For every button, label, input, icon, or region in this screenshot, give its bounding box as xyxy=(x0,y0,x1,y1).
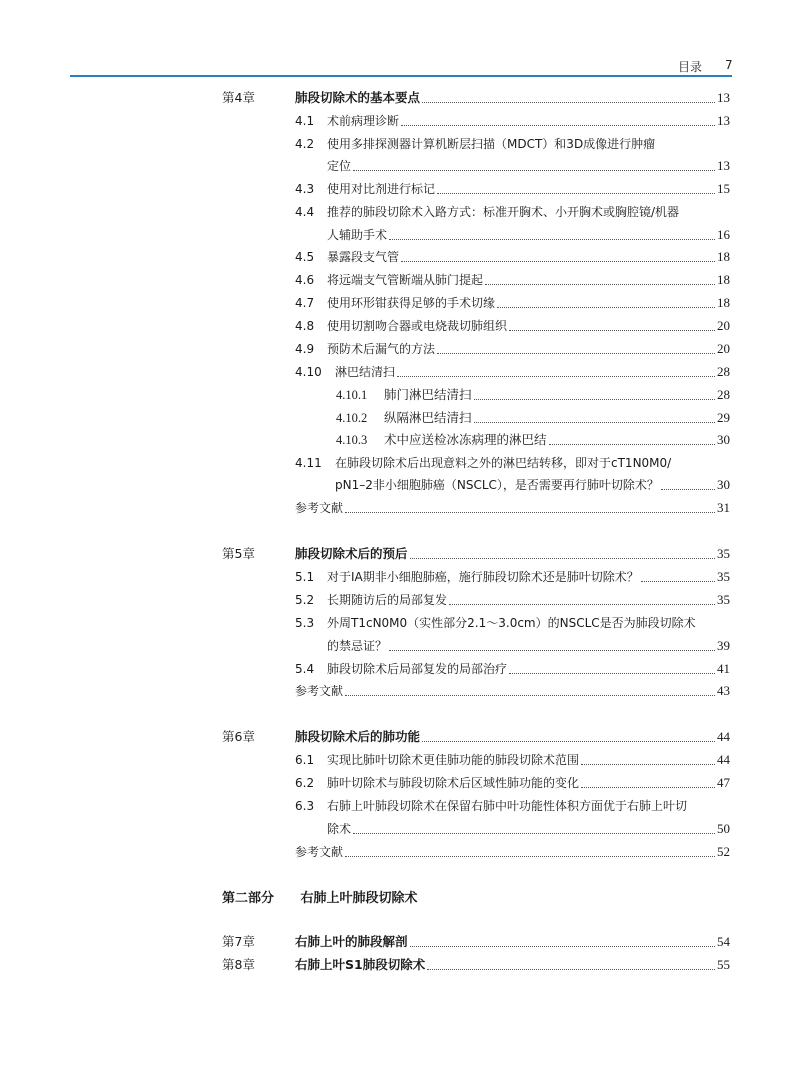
section-number: 4.5 xyxy=(295,250,315,264)
chapter-number: 第6章 xyxy=(222,729,255,744)
page-number: 41 xyxy=(717,661,730,676)
toc-section-6-2[interactable] xyxy=(295,772,730,794)
leader-dots xyxy=(661,489,715,490)
references-title: 参考文献 xyxy=(295,501,344,515)
chapter-title: 右肺上叶的肺段解剖 xyxy=(295,934,408,949)
page-number: 13 xyxy=(717,158,730,173)
section-title: 将远端支气管断端从肺门提起 xyxy=(327,273,484,287)
toc-section-6-3-cont[interactable] xyxy=(327,818,730,840)
toc-section-5-1[interactable] xyxy=(295,566,730,588)
section-number: 5.4 xyxy=(295,662,315,676)
page-number: 20 xyxy=(717,341,730,356)
page-number: 52 xyxy=(717,844,730,859)
section-number: 6.3 xyxy=(295,799,315,813)
leader-dots xyxy=(389,650,715,651)
leader-dots xyxy=(422,102,715,103)
section-title-continued: pN1–2非小细胞肺癌（NSCLC），是否需要再行肺叶切除术？ xyxy=(335,478,659,492)
section-number: 4.6 xyxy=(295,273,315,287)
section-title-continued: 的禁忌证？ xyxy=(327,639,388,653)
section-title: 肺段切除术后局部复发的局部治疗 xyxy=(327,662,508,676)
section-title: 对于ⅠA期非小细胞肺癌，施行肺段切除术还是肺叶切除术？ xyxy=(327,570,639,584)
header-rule xyxy=(70,75,732,77)
toc-section-4-5[interactable] xyxy=(295,246,730,268)
page-number: 54 xyxy=(717,934,730,949)
section-title: 预防术后漏气的方法 xyxy=(327,342,436,356)
chapter-title: 肺段切除术的基本要点 xyxy=(295,90,421,105)
section-title: 在肺段切除术后出现意料之外的淋巴结转移，即对于cT1N0M0/ xyxy=(335,456,672,470)
page-number: 18 xyxy=(717,249,730,264)
leader-dots xyxy=(485,284,715,285)
leader-dots xyxy=(397,376,715,377)
toc-section-5-4[interactable] xyxy=(295,658,730,680)
toc-section-4-2-cont[interactable] xyxy=(327,155,730,177)
section-title: 使用环形钳获得足够的手术切缘 xyxy=(327,296,496,310)
section-title: 长期随访后的局部复发 xyxy=(327,593,448,607)
page-number: 16 xyxy=(717,227,730,242)
toc-section-4-11-cont[interactable] xyxy=(335,474,730,496)
section-title: 术前病理诊断 xyxy=(327,114,400,128)
toc-section-6-3[interactable] xyxy=(295,795,730,817)
leader-dots xyxy=(353,833,715,834)
chapter-number: 第5章 xyxy=(222,546,255,561)
section-number: 5.2 xyxy=(295,593,315,607)
leader-dots xyxy=(401,261,715,262)
toc-section-4-7[interactable] xyxy=(295,292,730,314)
section-number: 4.2 xyxy=(295,137,315,151)
chapter-number: 第8章 xyxy=(222,957,255,972)
page-number: 35 xyxy=(717,546,730,561)
section-title-continued: 人辅助手术 xyxy=(327,228,388,242)
section-title: 实现比肺叶切除术更佳肺功能的肺段切除术范围 xyxy=(327,753,580,767)
toc-section-4-6[interactable] xyxy=(295,269,730,291)
section-number: 5.3 xyxy=(295,616,315,630)
leader-dots xyxy=(437,353,715,354)
leader-dots xyxy=(422,741,715,742)
section-number: 4.9 xyxy=(295,342,315,356)
toc-section-4-10[interactable] xyxy=(295,361,730,383)
section-number: 6.1 xyxy=(295,753,315,767)
toc-section-4-11[interactable] xyxy=(295,452,730,474)
page-number: 30 xyxy=(717,477,730,492)
chapter-title: 肺段切除术后的肺功能 xyxy=(295,729,421,744)
page-number: 55 xyxy=(717,957,730,972)
page-number: 15 xyxy=(717,181,730,196)
section-title: 右肺上叶肺段切除术在保留右肺中叶功能性体积方面优于右肺上叶切 xyxy=(327,799,688,813)
references-title: 参考文献 xyxy=(295,684,344,698)
leader-dots xyxy=(389,239,715,240)
leader-dots xyxy=(497,307,715,308)
section-title: 肺叶切除术与肺段切除术后区域性肺功能的变化 xyxy=(327,776,580,790)
toc-references-ch5[interactable] xyxy=(295,680,730,702)
leader-dots xyxy=(401,125,715,126)
toc-section-4-8[interactable] xyxy=(295,315,730,337)
section-number: 6.2 xyxy=(295,776,315,790)
part-title: 右肺上叶肺段切除术 xyxy=(300,891,418,906)
subsection-title: 术中应送检冰冻病理的淋巴结 xyxy=(384,433,547,447)
section-number: 4.4 xyxy=(295,205,315,219)
section-number: 4.1 xyxy=(295,114,315,128)
page-number: 18 xyxy=(717,295,730,310)
section-title: 暴露段支气管 xyxy=(327,250,400,264)
page-number: 44 xyxy=(717,729,730,744)
page-number: 30 xyxy=(717,432,730,447)
page-number: 28 xyxy=(717,387,730,402)
page-number: 35 xyxy=(717,569,730,584)
subsection-number: 4.10.2 xyxy=(336,411,368,425)
leader-dots xyxy=(345,695,715,696)
leader-dots xyxy=(474,422,715,423)
toc-section-5-2[interactable] xyxy=(295,589,730,611)
leader-dots xyxy=(449,604,715,605)
chapter-number: 第4章 xyxy=(222,90,255,105)
toc-chapter-4[interactable] xyxy=(222,87,730,109)
header-page-number: 7 xyxy=(725,58,733,72)
subsection-number: 4.10.3 xyxy=(336,433,368,447)
page-number: 44 xyxy=(717,752,730,767)
page-number: 47 xyxy=(717,775,730,790)
toc-section-4-4[interactable] xyxy=(295,201,730,223)
leader-dots xyxy=(509,330,715,331)
toc-chapter-7[interactable] xyxy=(222,931,730,953)
chapter-title: 肺段切除术后的预后 xyxy=(295,546,408,561)
page-number: 13 xyxy=(717,113,730,128)
leader-dots xyxy=(437,193,715,194)
header-section-label: 目录 xyxy=(678,60,703,74)
toc-section-4-2[interactable] xyxy=(295,133,730,155)
toc-subsection-4-10-3[interactable] xyxy=(336,429,730,451)
leader-dots xyxy=(410,946,715,947)
toc-subsection-4-10-2[interactable] xyxy=(336,407,730,429)
leader-dots xyxy=(474,399,715,400)
toc-chapter-5[interactable] xyxy=(222,543,730,565)
page-number: 50 xyxy=(717,821,730,836)
toc-section-4-3[interactable] xyxy=(295,178,730,200)
section-title: 使用多排探测器计算机断层扫描（MDCT）和3D成像进行肿瘤 xyxy=(327,137,656,151)
page-number: 35 xyxy=(717,592,730,607)
toc-section-5-3[interactable] xyxy=(295,612,730,634)
toc-section-5-3-cont[interactable] xyxy=(327,635,730,657)
leader-dots xyxy=(641,581,715,582)
part-number: 第二部分 xyxy=(222,891,275,906)
toc-references-ch4[interactable] xyxy=(295,497,730,519)
section-title: 淋巴结清扫 xyxy=(335,365,396,379)
toc-chapter-8[interactable] xyxy=(222,954,730,976)
toc-section-4-1[interactable] xyxy=(295,110,730,132)
page-number: 13 xyxy=(717,90,730,105)
section-number: 4.7 xyxy=(295,296,315,310)
page-number: 20 xyxy=(717,318,730,333)
section-title: 推荐的肺段切除术入路方式：标准开胸术、小开胸术或胸腔镜/机器 xyxy=(327,205,680,219)
page-number: 28 xyxy=(717,364,730,379)
toc-section-4-9[interactable] xyxy=(295,338,730,360)
section-title: 使用对比剂进行标记 xyxy=(327,182,436,196)
section-number: 4.3 xyxy=(295,182,315,196)
chapter-number: 第7章 xyxy=(222,934,255,949)
section-number: 5.1 xyxy=(295,570,315,584)
toc-part-2[interactable] xyxy=(222,887,418,906)
leader-dots xyxy=(509,673,715,674)
references-title: 参考文献 xyxy=(295,845,344,859)
section-title-continued: 定位 xyxy=(327,159,352,173)
subsection-title: 纵隔淋巴结清扫 xyxy=(384,411,472,425)
toc-section-4-4-cont[interactable] xyxy=(327,224,730,246)
leader-dots xyxy=(581,764,715,765)
page-number: 39 xyxy=(717,638,730,653)
page-number: 43 xyxy=(717,683,730,698)
leader-dots xyxy=(353,170,715,171)
leader-dots xyxy=(345,856,715,857)
leader-dots xyxy=(427,969,715,970)
leader-dots xyxy=(345,512,715,513)
page-number: 18 xyxy=(717,272,730,287)
toc-references-ch6[interactable] xyxy=(295,841,730,863)
leader-dots xyxy=(410,558,715,559)
section-title: 使用切割吻合器或电烧裁切肺组织 xyxy=(327,319,508,333)
chapter-title: 右肺上叶S1肺段切除术 xyxy=(295,957,426,972)
section-title-continued: 除术 xyxy=(327,822,352,836)
subsection-title: 肺门淋巴结清扫 xyxy=(384,388,472,402)
subsection-number: 4.10.1 xyxy=(336,388,368,402)
toc-subsection-4-10-1[interactable] xyxy=(336,384,730,406)
leader-dots xyxy=(549,444,715,445)
page-number: 29 xyxy=(717,410,730,425)
page-number: 31 xyxy=(717,500,730,515)
section-number: 4.11 xyxy=(295,456,322,470)
toc-chapter-6[interactable] xyxy=(222,726,730,748)
leader-dots xyxy=(581,787,715,788)
section-title: 外周T1cN0M0（实性部分2.1～3.0cm）的NSCLC是否为肺段切除术 xyxy=(327,616,696,630)
toc-section-6-1[interactable] xyxy=(295,749,730,771)
section-number: 4.10 xyxy=(295,365,322,379)
section-number: 4.8 xyxy=(295,319,315,333)
